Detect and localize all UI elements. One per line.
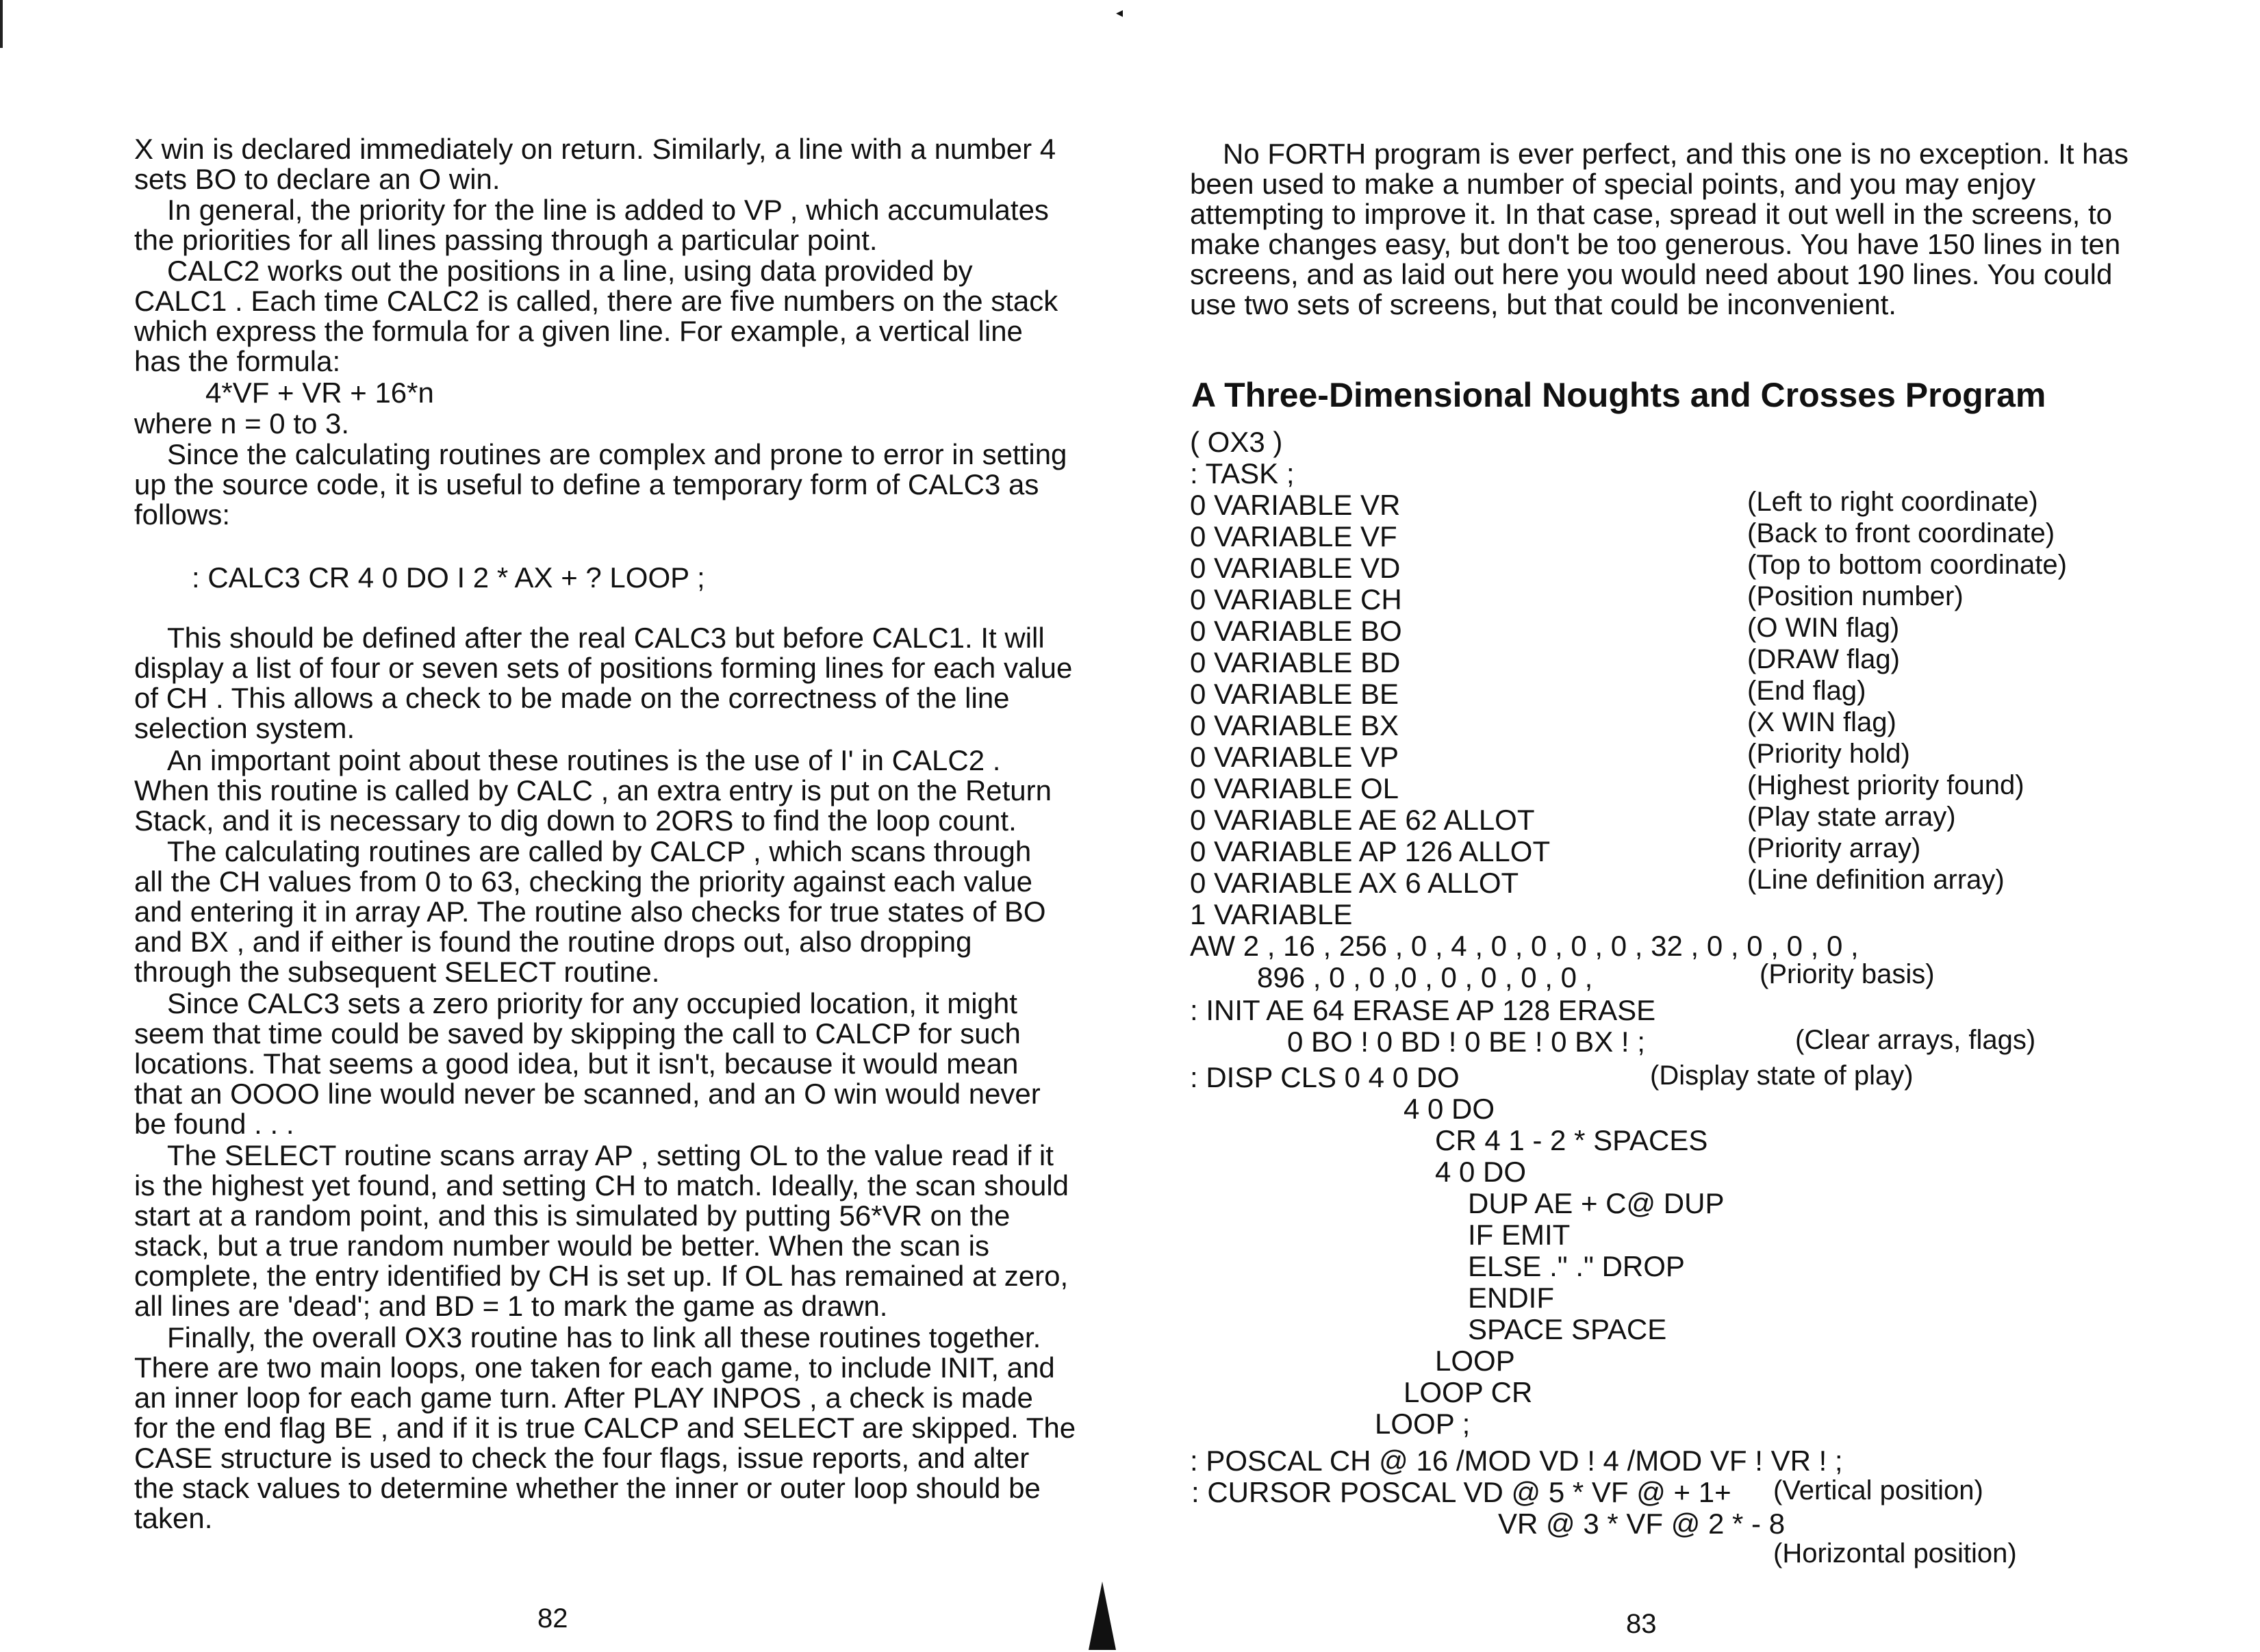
paragraph: [134, 1139, 1069, 1322]
code-comment: (Highest priority found): [1747, 770, 2024, 800]
text-line: which express the formula for a given line. For example, a vertical line: [134, 315, 1023, 347]
text-line: taken.: [134, 1502, 213, 1534]
code-line: : TASK ;: [1190, 457, 1295, 490]
text-line: and entering it in array AP. The routine also checks for true states of BO: [134, 895, 1046, 928]
text-line: been used to make a number of special points, and you may enjoy: [1190, 168, 2036, 200]
paragraph: [134, 409, 349, 439]
text-line: In general, the priority for the line is added to VP , which accumulates: [167, 194, 1049, 226]
code-comment: (O WIN flag): [1747, 613, 1900, 643]
text-line: the stack values to determine whether the inner or outer loop should be: [134, 1472, 1041, 1504]
text-line: CASE structure is used to check the four flags, issue reports, and alter: [134, 1442, 1030, 1474]
code-comment: (DRAW flag): [1747, 644, 1900, 674]
code-comment: (Top to bottom coordinate): [1747, 550, 2067, 580]
code-line: 1 VARIABLE: [1190, 898, 1353, 930]
code-comment: (Horizontal position): [1773, 1538, 2017, 1568]
paragraph: [134, 438, 1067, 531]
code-line: : INIT AE 64 ERASE AP 128 ERASE: [1190, 994, 1656, 1026]
code-line: : DISP CLS 0 4 0 DO: [1190, 1061, 1460, 1093]
book-binding-mark: [1089, 1581, 1116, 1650]
text-line: that an OOOO line would never be scanned, and an O win would never: [134, 1078, 1041, 1110]
text-line: of CH . This allows a check to be made on the correctness of the line: [134, 682, 1010, 714]
text-line: all lines are 'dead'; and BD = 1 to mark the game as drawn.: [134, 1290, 888, 1322]
page-number: 82: [537, 1603, 568, 1634]
text-line: all the CH values from 0 to 63, checking the priority against each value: [134, 865, 1033, 898]
intro-paragraph: [1190, 139, 2155, 320]
code-line: 4 0 DO: [1435, 1156, 1527, 1188]
text-line: When this routine is called by CALC , an extra entry is put on the Return: [134, 774, 1052, 806]
text-line: up the source code, it is useful to define a temporary form of CALC3 as: [134, 468, 1039, 500]
code-comment: (Position number): [1747, 581, 1964, 611]
code-line: ELSE ." ." DROP: [1468, 1250, 1685, 1282]
code-comment: (Priority array): [1747, 833, 1921, 863]
text-line: Since the calculating routines are complex and prone to error in setting: [167, 438, 1067, 470]
text-line: display a list of four or seven sets of positions forming lines for each value: [134, 652, 1073, 684]
code-line: 0 VARIABLE VR: [1190, 489, 1401, 521]
text-line: Since CALC3 sets a zero priority for any occupied location, it might: [167, 987, 1017, 1019]
code-comment: (Priority hold): [1747, 739, 1910, 769]
text-line: CALC2 works out the positions in a line, using data provided by: [167, 255, 973, 287]
paragraph: [134, 744, 1052, 837]
code-line: AW 2 , 16 , 256 , 0 , 4 , 0 , 0 , 0 , 0 , 32 , 0 , 0 , 0 , 0 ,: [1190, 930, 1859, 962]
code-line: 0 VARIABLE AX 6 ALLOT: [1190, 867, 1519, 899]
scan-top-mark: ◂: [1116, 4, 1123, 21]
right-page: [1123, 0, 2260, 1652]
paragraph: [134, 835, 1046, 988]
code-comment: (Left to right coordinate): [1747, 487, 2038, 517]
text-line: make changes easy, but don't be too generous. You have 150 lines in ten: [1190, 228, 2121, 260]
text-line: the priorities for all lines passing through a particular point.: [134, 224, 878, 256]
code-comment: (X WIN flag): [1747, 707, 1896, 737]
code-line: 0 VARIABLE AP 126 ALLOT: [1190, 835, 1551, 867]
text-line: is the highest yet found, and setting CH to match. Ideally, the scan should: [134, 1169, 1069, 1202]
text-line: There are two main loops, one taken for each game, to include INIT, and: [134, 1351, 1055, 1384]
text-line: be found . . .: [134, 1108, 294, 1140]
code-line: : CURSOR POSCAL VD @ 5 * VF @ + 1+: [1191, 1476, 1731, 1508]
paragraph: [134, 194, 1049, 256]
code-line: 0 VARIABLE CH: [1190, 583, 1402, 615]
code-line: SPACE SPACE: [1468, 1313, 1667, 1345]
code-comment: (Back to front coordinate): [1747, 518, 2055, 548]
code-comment: (Vertical position): [1773, 1475, 1983, 1505]
code-line: 0 VARIABLE VF: [1190, 520, 1397, 552]
text-line: : CALC3 CR 4 0 DO I 2 * AX + ? LOOP ;: [192, 561, 705, 594]
code-comment: (Play state array): [1747, 802, 1956, 832]
code-line: 0 VARIABLE BX: [1190, 709, 1399, 741]
code-line: 896 , 0 , 0 ,0 , 0 , 0 , 0 , 0 ,: [1257, 961, 1593, 993]
text-line: This should be defined after the real CALC3 but before CALC1. It will: [167, 622, 1045, 654]
text-line: An important point about these routines is the use of I' in CALC2 .: [167, 744, 1001, 776]
code-line: ( OX3 ): [1190, 426, 1283, 458]
code-line: LOOP: [1435, 1345, 1515, 1377]
code-line: LOOP CR: [1404, 1376, 1533, 1408]
text-line: complete, the entry identified by CH is set up. If OL has remained at zero,: [134, 1260, 1069, 1292]
text-line: selection system.: [134, 712, 355, 744]
paragraph: [134, 987, 1041, 1140]
code-line: 0 VARIABLE BO: [1190, 615, 1402, 647]
text-line: through the subsequent SELECT routine.: [134, 956, 660, 988]
text-line: locations. That seems a good idea, but it isn't, because it would mean: [134, 1047, 1019, 1080]
code-line: IF EMIT: [1468, 1219, 1571, 1251]
code-line: ENDIF: [1468, 1282, 1554, 1314]
code-line: DUP AE + C@ DUP: [1468, 1187, 1725, 1219]
code-example: [192, 563, 705, 593]
code-line: LOOP ;: [1375, 1408, 1471, 1440]
text-line: for the end flag BE , and if it is true CALCP and SELECT are skipped. The: [134, 1412, 1076, 1444]
paragraph: [134, 622, 1073, 744]
code-comment: (End flag): [1747, 676, 1866, 706]
code-line: 0 VARIABLE AE 62 ALLOT: [1190, 804, 1535, 836]
text-line: X win is declared immediately on return. Similarly, a line with a number 4: [134, 133, 1056, 165]
text-line: The SELECT routine scans array AP , setting OL to the value read if it: [167, 1139, 1054, 1171]
code-line: 0 VARIABLE BD: [1190, 646, 1401, 678]
code-line: CR 4 1 - 2 * SPACES: [1435, 1124, 1708, 1156]
section-heading: A Three-Dimensional Noughts and Crosses Program: [1191, 376, 2046, 414]
text-line: an inner loop for each game turn. After PLAY INPOS , a check is made: [134, 1382, 1033, 1414]
text-line: seem that time could be saved by skipping the call to CALCP for such: [134, 1017, 1021, 1050]
code-comment: (Priority basis): [1760, 959, 1935, 989]
text-line: follows:: [134, 498, 231, 531]
text-line: start at a random point, and this is simulated by putting 56*VR on the: [134, 1199, 1011, 1232]
text-line: stack, but a true random number would be better. When the scan is: [134, 1230, 990, 1262]
paragraph: [134, 1321, 1076, 1534]
text-line: attempting to improve it. In that case, spread it out well in the screens, to: [1190, 198, 2113, 230]
code-comment: (Line definition array): [1747, 865, 2005, 895]
code-line: 0 VARIABLE VP: [1190, 741, 1399, 773]
paragraph: [134, 133, 1056, 195]
code-line: : POSCAL CH @ 16 /MOD VD ! 4 /MOD VF ! VR ! ;: [1190, 1445, 1843, 1477]
text-line: 4*VF + VR + 16*n: [205, 377, 434, 409]
text-line: use two sets of screens, but that could be inconvenient.: [1190, 288, 1896, 320]
code-comment: (Display state of play): [1650, 1060, 1914, 1091]
text-line: where n = 0 to 3.: [134, 407, 350, 440]
text-line: Finally, the overall OX3 routine has to link all these routines together.: [167, 1321, 1041, 1354]
code-line: 0 VARIABLE BE: [1190, 678, 1399, 710]
code-line: 0 VARIABLE OL: [1190, 772, 1399, 804]
code-line: 0 VARIABLE VD: [1190, 552, 1401, 584]
code-comment: (Clear arrays, flags): [1795, 1025, 2036, 1055]
text-line: CALC1 . Each time CALC2 is called, there are five numbers on the stack: [134, 285, 1058, 317]
code-line: 4 0 DO: [1404, 1093, 1495, 1125]
paragraph: [134, 255, 1058, 377]
text-line: sets BO to declare an O win.: [134, 163, 500, 195]
page-number: 83: [1626, 1609, 1657, 1639]
formula: [205, 378, 434, 408]
text-line: No FORTH program is ever perfect, and this one is no exception. It has: [1223, 138, 2129, 170]
left-page: [0, 0, 1123, 1652]
code-line: 0 BO ! 0 BD ! 0 BE ! 0 BX ! ;: [1287, 1026, 1645, 1058]
text-line: screens, and as laid out here you would need about 190 lines. You could: [1190, 258, 2113, 290]
code-line: VR @ 3 * VF @ 2 * - 8: [1498, 1508, 1786, 1540]
text-line: and BX , and if either is found the routine drops out, also dropping: [134, 926, 972, 958]
text-line: Stack, and it is necessary to dig down to 2ORS to find the loop count.: [134, 804, 1017, 837]
text-line: has the formula:: [134, 345, 341, 377]
text-line: The calculating routines are called by CALCP , which scans through: [167, 835, 1032, 867]
